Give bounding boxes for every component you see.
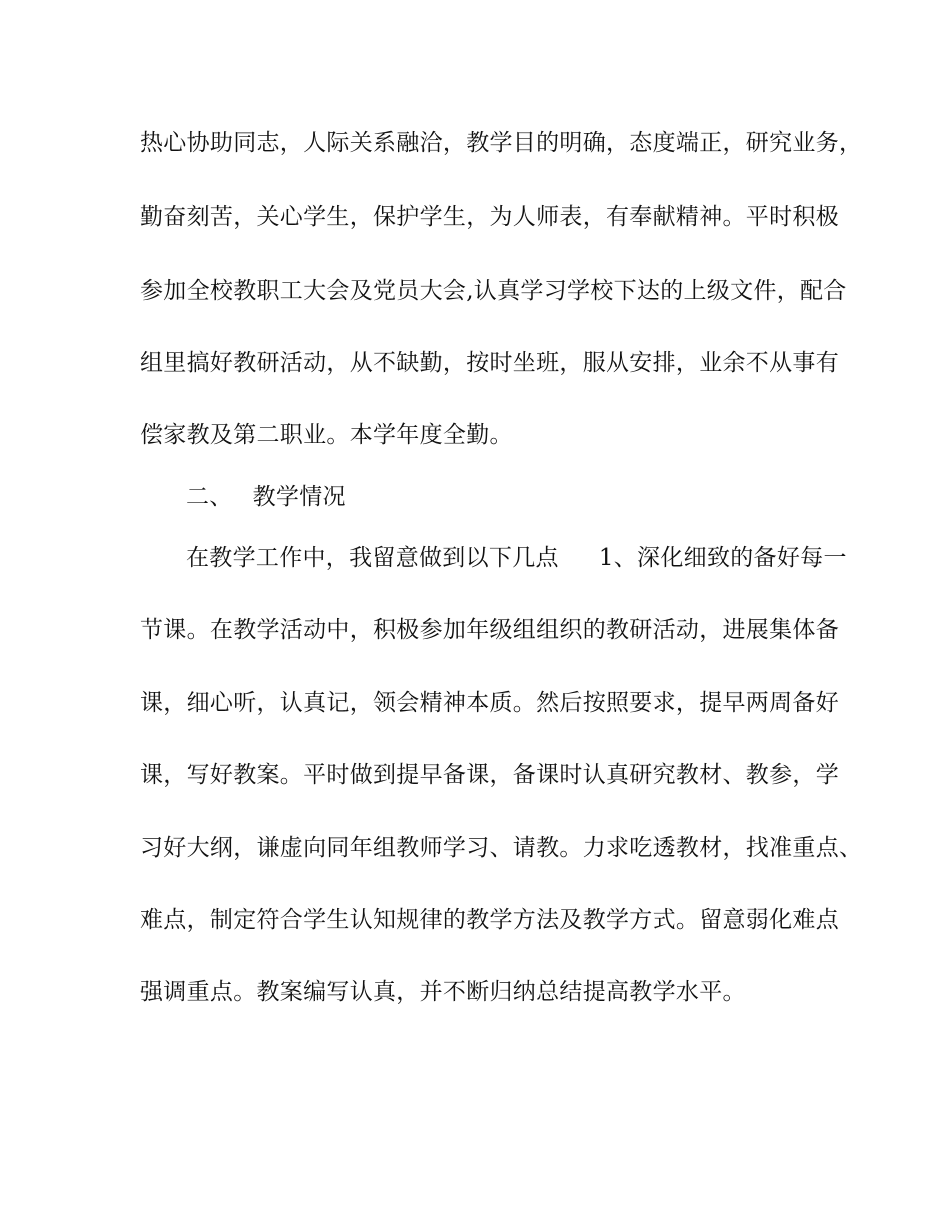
section-title: 教学情况 xyxy=(252,484,346,510)
paragraph-line: 课，写好教案。平时做到提早备课，备课时认真研究教材、教参，学 xyxy=(140,762,839,788)
list-item-start: 1、深化细致的备好每一 xyxy=(598,545,847,571)
section-number: 二、 xyxy=(186,484,233,510)
paragraph-first-line xyxy=(186,543,866,573)
paragraph-text: 在教学工作中，我留意做到以下几点 xyxy=(186,545,559,571)
paragraph-line: 偿家教及第二职业。本学年度全勤。 xyxy=(140,422,513,448)
paragraph-line: 勤奋刻苦，关心学生，保护学生，为人师表，有奉献精神。平时积极 xyxy=(140,204,839,230)
paragraph-line: 强调重点。教案编写认真，并不断归纳总结提高教学水平。 xyxy=(140,979,746,1005)
paragraph-line: 热心协助同志，人际关系融洽，教学目的明确，态度端正，研究业务， xyxy=(140,130,863,156)
paragraph-line: 习好大纲，谦虚向同年组教师学习、请教。力求吃透教材，找准重点、 xyxy=(140,835,863,861)
paragraph-line: 参加全校教职工大会及党员大会,认真学习学校下达的上级文件，配合 xyxy=(140,278,847,304)
paragraph-line: 组里搞好教研活动，从不缺勤，按时坐班，服从安排，业余不从事有 xyxy=(140,350,839,376)
paragraph-line: 课，细心听，认真记，领会精神本质。然后按照要求，提早两周备好 xyxy=(140,690,839,716)
paragraph-line: 节课。在教学活动中，积极参加年级组组织的教研活动，进展集体备 xyxy=(140,617,839,643)
section-heading xyxy=(186,482,866,512)
paragraph-line: 难点，制定符合学生认知规律的教学方法及教学方式。留意弱化难点 xyxy=(140,907,839,933)
